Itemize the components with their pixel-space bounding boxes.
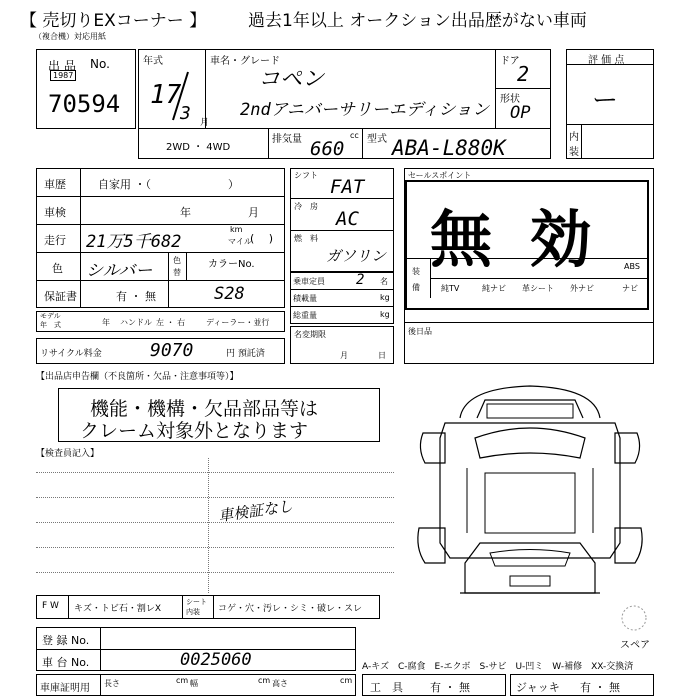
- model-label: 型式: [367, 134, 387, 145]
- spare-label: スペア: [620, 640, 650, 651]
- cert-label: 車庫証明用: [40, 683, 90, 694]
- capacity-label: 乗車定員: [293, 277, 325, 286]
- name-change-label: 名変期限: [294, 330, 326, 339]
- header-title-right: 過去1年以上 オークション出品歴がない車両: [248, 11, 587, 31]
- recycle-unit: 円 預託済: [226, 349, 265, 359]
- year-label: 年式: [143, 56, 163, 67]
- warranty-options: 有 ・ 無: [116, 290, 156, 303]
- registration-label: 登 録 No.: [42, 634, 90, 647]
- seat-text: コゲ・穴・汚レ・シミ・破レ・スレ: [218, 604, 363, 614]
- doors-value: 2: [517, 62, 530, 86]
- body-value: OP: [510, 103, 531, 123]
- tools-label: 工 具: [370, 681, 403, 694]
- capacity-unit: 名: [380, 277, 388, 286]
- cert-unit-2: cm: [258, 676, 271, 685]
- handle-options: 左 ・ 右: [156, 318, 186, 327]
- grade-value: 2ndアニバーサリーエディション: [240, 100, 490, 120]
- fw-text: キズ・トビ石・割レX: [74, 604, 161, 614]
- color-no-label: カラーNo.: [208, 259, 255, 270]
- month-suffix: 月: [200, 118, 210, 128]
- color-change-label-2: 替: [173, 268, 181, 277]
- equip-item-3: 外ナビ: [570, 284, 594, 293]
- mileage-label: 走行: [44, 234, 66, 247]
- model-year-label-2: 年 式: [40, 321, 61, 329]
- cert-height: 高さ: [272, 679, 288, 688]
- tools-options: 有 ・ 無: [430, 681, 470, 694]
- inspection-month: 月: [248, 206, 259, 219]
- history-label: 車歴: [44, 178, 66, 191]
- handle-label: ハンドル: [120, 318, 152, 327]
- doors-label: ドア: [500, 56, 520, 67]
- abs-label: ABS: [624, 262, 640, 271]
- equip-label-1: 装: [412, 267, 420, 276]
- mileage-unit-mile: マイル: [228, 237, 252, 246]
- cert-long: 長さ: [104, 679, 120, 688]
- warranty-label: 保証書: [44, 290, 77, 303]
- model-year-year: 年: [102, 318, 110, 327]
- mileage-value: 21万5千682: [86, 232, 182, 252]
- chassis-label: 車 台 No.: [42, 656, 90, 669]
- color-value: シルバー: [86, 261, 153, 281]
- lot-no-label: No.: [90, 57, 110, 71]
- load-unit: kg: [380, 293, 390, 302]
- inspection-year: 年: [180, 206, 191, 219]
- spare-tire-icon: [620, 604, 648, 632]
- score-label: 評 価 点: [588, 55, 625, 66]
- displacement-label: 排気量: [272, 134, 302, 145]
- header-title-left: 【 売切りEXコーナー 】: [20, 11, 207, 31]
- interior-label-2: 装: [569, 147, 579, 158]
- jack-label: ジャッキ: [516, 681, 560, 694]
- jack-options: 有 ・ 無: [580, 681, 620, 694]
- chassis-value: 0025060: [180, 650, 252, 670]
- year-value: 17: [150, 80, 182, 110]
- fw-label: F W: [42, 601, 59, 611]
- claim-text-1: 機能・機構・欠品部品等は: [90, 398, 319, 420]
- model-year-label-1: モデル: [40, 312, 61, 320]
- inspector-note: 車検証なし: [217, 496, 294, 526]
- weight-label: 総重量: [293, 311, 317, 320]
- name-change-day: 日: [378, 351, 386, 360]
- color-change-label-1: 色: [173, 256, 181, 265]
- seat-label-2: 内装: [186, 608, 200, 616]
- mileage-paren: ( ): [250, 232, 274, 245]
- lot-label: 出 品: [48, 59, 76, 73]
- fuel-label: 燃 料: [294, 234, 318, 243]
- ac-label: 冷 房: [294, 202, 318, 211]
- score-value: ー: [592, 86, 619, 116]
- drive-label: 2WD ・ 4WD: [166, 142, 231, 153]
- cert-width: 幅: [190, 679, 198, 688]
- load-label: 積載量: [293, 294, 317, 303]
- dealer-notice: 【出品店申告欄（不良箇所・欠品・注意事項等）】: [36, 372, 239, 382]
- color-label: 色: [52, 262, 63, 275]
- seat-label-1: シート: [186, 598, 207, 606]
- equip-item-0: 純TV: [441, 284, 460, 293]
- damage-legend: A-キズ C-腐食 E-エクボ S-サビ U-凹ミ W-補修 XX-交換済: [362, 662, 634, 672]
- recycle-label: リサイクル料金: [40, 349, 102, 359]
- interior-label-1: 内: [569, 132, 579, 143]
- displacement-value: 660: [310, 138, 345, 160]
- car-damage-diagram: [405, 378, 655, 618]
- weight-unit: kg: [380, 310, 390, 319]
- cert-unit-1: cm: [176, 676, 189, 685]
- body-label: 形状: [500, 94, 520, 105]
- displacement-unit: cc: [350, 131, 359, 140]
- inspector-label: 【検査員記入】: [36, 449, 100, 459]
- sales-label: セールスポイント: [408, 171, 472, 180]
- name-change-month: 月: [340, 351, 348, 360]
- history-options: 自家用 ・（ ）: [98, 178, 239, 191]
- equip-item-2: 革シート: [522, 284, 554, 293]
- inspection-label: 車検: [44, 206, 66, 219]
- equip-item-4: ナビ: [622, 284, 638, 293]
- capacity-value: 2: [356, 272, 365, 288]
- lot-small-number: 1987: [50, 70, 76, 81]
- invalid-stamp-text: 無 効: [430, 203, 600, 276]
- model-value: ABA-L880K: [392, 136, 506, 160]
- mileage-unit-km: km: [230, 225, 243, 234]
- claim-text-2: クレーム対象外となります: [80, 420, 309, 442]
- lot-number: 70594: [48, 90, 121, 118]
- ac-value: AC: [336, 208, 359, 230]
- equip-item-1: 純ナビ: [482, 284, 506, 293]
- month-value: 3: [180, 103, 191, 124]
- color-no-value: S28: [214, 284, 245, 304]
- cert-unit-3: cm: [340, 676, 353, 685]
- post-label: 後日品: [408, 327, 432, 336]
- shift-value: FAT: [330, 176, 365, 198]
- fuel-value: ガソリン: [326, 247, 387, 265]
- car-name-label: 車名・グレード: [210, 56, 280, 67]
- page-header: [0, 0, 700, 34]
- recycle-value: 9070: [150, 340, 194, 361]
- shift-label: シフト: [294, 171, 318, 180]
- header-subtitle: （複合機）対応用紙: [34, 32, 106, 41]
- car-name: コペン: [258, 67, 325, 92]
- equip-label-2: 備: [412, 283, 420, 292]
- dealer-label: ディーラー・並行: [206, 318, 270, 327]
